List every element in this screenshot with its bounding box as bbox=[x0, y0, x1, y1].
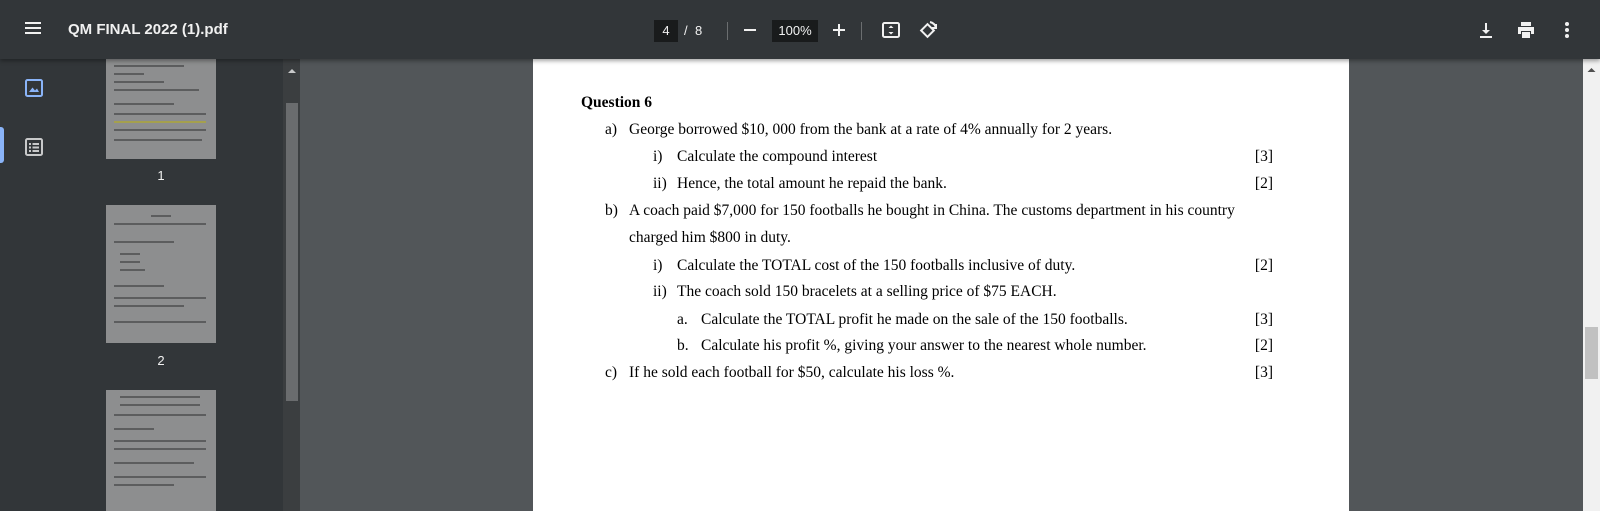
thumbnail-text-line bbox=[114, 73, 144, 75]
thumbnail-text-line bbox=[114, 440, 206, 442]
line-label: c) bbox=[605, 364, 618, 381]
thumbnails-view-button[interactable] bbox=[22, 76, 46, 100]
plus-icon bbox=[827, 18, 851, 42]
thumbnail-text-line bbox=[114, 139, 202, 141]
page-separator: / bbox=[684, 23, 688, 38]
line-label: ii) bbox=[653, 283, 667, 300]
thumbnail-label: 1 bbox=[157, 168, 165, 183]
line-label: i) bbox=[653, 148, 663, 165]
sidebar-nav bbox=[0, 59, 67, 511]
caret-up-icon bbox=[286, 66, 298, 76]
line-text: The coach sold 150 bracelets at a selling price of $75 EACH. bbox=[677, 283, 1057, 300]
thumbnail-text-line bbox=[114, 81, 164, 83]
thumbnail-text-line bbox=[114, 462, 194, 464]
marks-label: [2] bbox=[1254, 337, 1273, 354]
line-label: b. bbox=[677, 337, 689, 354]
zoom-in-button[interactable] bbox=[827, 18, 851, 42]
thumbnail-text-line bbox=[114, 414, 206, 416]
thumbnail-text-line bbox=[114, 285, 164, 287]
line-label: a. bbox=[677, 311, 688, 328]
line-label: b) bbox=[605, 202, 618, 219]
marks-label: [2] bbox=[1254, 175, 1273, 192]
line-text: Calculate the compound interest bbox=[677, 148, 878, 165]
question-heading: Question 6 bbox=[581, 94, 653, 111]
thumbnail-text-line bbox=[120, 269, 145, 271]
download-button[interactable] bbox=[1474, 18, 1498, 42]
viewer-scrollbar-track[interactable] bbox=[1583, 59, 1600, 511]
caret-up-icon bbox=[1586, 65, 1597, 75]
outline-view-button[interactable] bbox=[22, 135, 46, 159]
thumbnail-text-line bbox=[114, 89, 199, 91]
rotate-button[interactable] bbox=[916, 18, 940, 42]
thumbnail-text-line bbox=[120, 404, 200, 406]
thumbnail-text-line bbox=[114, 103, 174, 105]
line-text: A coach paid $7,000 for 150 footballs he bought in China. The customs department in his country bbox=[629, 202, 1235, 219]
thumbnail-highlight-line bbox=[114, 121, 206, 123]
document-title: QM FINAL 2022 (1).pdf bbox=[68, 21, 228, 38]
minus-icon bbox=[738, 18, 762, 42]
thumbnail-text-line bbox=[114, 65, 184, 67]
more-actions-button[interactable] bbox=[1555, 18, 1579, 42]
toolbar-divider bbox=[727, 22, 728, 40]
thumbnail-text-line bbox=[114, 297, 206, 299]
line-text: Calculate his profit %, giving your answer to the nearest whole number. bbox=[701, 337, 1147, 354]
line-label: i) bbox=[653, 257, 663, 274]
marks-label: [3] bbox=[1254, 148, 1273, 165]
thumbnail-text-line bbox=[114, 448, 206, 450]
marks-label: [2] bbox=[1254, 257, 1273, 274]
thumbnail-text-line bbox=[120, 253, 140, 255]
thumbnail-text-line bbox=[114, 223, 206, 225]
thumbnail-text-line bbox=[114, 321, 206, 323]
thumbnail-page-1[interactable] bbox=[106, 59, 216, 159]
more-vert-icon bbox=[1555, 18, 1579, 42]
thumbnail-text-line bbox=[120, 261, 140, 263]
active-indicator bbox=[0, 127, 4, 163]
line-text: Hence, the total amount he repaid the bank. bbox=[677, 175, 947, 192]
hamburger-icon[interactable] bbox=[22, 19, 44, 41]
list-icon bbox=[22, 135, 46, 159]
print-button[interactable] bbox=[1514, 18, 1538, 42]
thumbnail-text-line bbox=[114, 484, 174, 486]
thumbnail-page-3[interactable] bbox=[106, 390, 216, 511]
thumbnail-label: 2 bbox=[157, 353, 165, 368]
thumbnail-text-line bbox=[114, 129, 206, 131]
thumbnail-text-line bbox=[114, 113, 206, 115]
print-icon bbox=[1514, 18, 1538, 42]
image-icon bbox=[22, 76, 46, 100]
zoom-out-button[interactable] bbox=[738, 18, 762, 42]
toolbar-divider bbox=[861, 22, 862, 40]
fit-page-button[interactable] bbox=[879, 18, 903, 42]
line-label: ii) bbox=[653, 175, 667, 192]
thumbnail-text-line bbox=[120, 396, 200, 398]
download-icon bbox=[1474, 18, 1498, 42]
line-text: George borrowed $10, 000 from the bank at a rate of 4% annually for 2 years. bbox=[629, 121, 1113, 138]
zoom-input[interactable]: 100% bbox=[772, 20, 818, 42]
page-number-input[interactable]: 4 bbox=[654, 20, 678, 42]
page-total: 8 bbox=[695, 23, 703, 38]
thumbnail-text-line bbox=[151, 215, 171, 217]
thumbnail-text-line bbox=[114, 305, 184, 307]
sidebar-scrollbar-thumb[interactable] bbox=[286, 103, 298, 401]
line-text: If he sold each football for $50, calculate his loss %. bbox=[629, 364, 955, 381]
thumbnail-page-2[interactable] bbox=[106, 205, 216, 343]
marks-label: [3] bbox=[1254, 311, 1273, 328]
viewer-scrollbar-thumb[interactable] bbox=[1585, 327, 1598, 379]
thumbnail-text-line bbox=[114, 241, 174, 243]
line-label: a) bbox=[605, 121, 618, 138]
thumbnail-text-line bbox=[114, 428, 154, 430]
pdf-page bbox=[533, 59, 1349, 511]
thumbnail-text-line bbox=[114, 476, 206, 478]
rotate-icon bbox=[916, 18, 940, 42]
sidebar-scroll-up-arrow[interactable] bbox=[286, 63, 298, 73]
thumbnail-panel bbox=[67, 59, 283, 511]
marks-label: [3] bbox=[1254, 364, 1273, 381]
line-text: Calculate the TOTAL profit he made on the sale of the 150 footballs. bbox=[701, 311, 1128, 328]
line-text: charged him $800 in duty. bbox=[629, 229, 791, 246]
line-text: Calculate the TOTAL cost of the 150 footballs inclusive of duty. bbox=[677, 257, 1076, 274]
viewer-scroll-up-arrow[interactable] bbox=[1586, 62, 1597, 72]
toolbar bbox=[0, 0, 1600, 59]
fit-page-icon bbox=[879, 18, 903, 42]
